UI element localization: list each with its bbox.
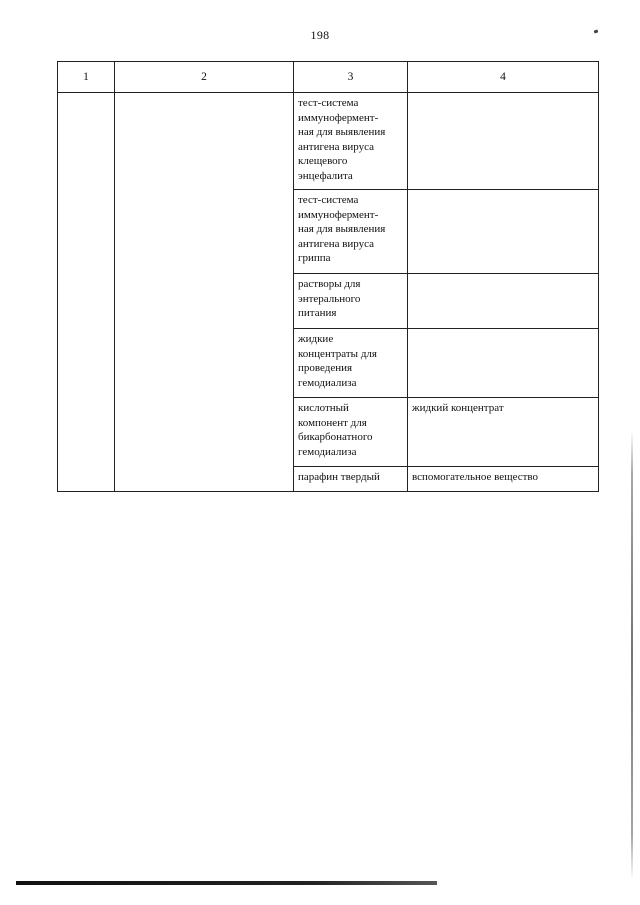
page-number: 198 [310,28,330,42]
col2-merged-cell [115,93,294,492]
cell-text: тест-система иммунофермент- ная для выявления антигена вируса гриппа [298,194,386,265]
cell-text: тест-система иммунофермент- ная для выявления антигена вируса клещевого энцефалита [298,97,386,182]
table-cell-col4 [408,274,599,329]
table-cell-col3 [294,190,408,274]
scan-edge-right [631,430,633,880]
table-cell-col3 [294,398,408,467]
cell-text: растворы для энтерального питания [298,278,361,320]
cell-text: жидкие концентраты для проведения гемодиализа [298,333,377,389]
col1-merged-cell [58,93,115,492]
table-cell-col4 [408,398,599,467]
header-col-4: 4 [408,62,599,93]
cell-text: вспомогательное вещество [412,471,539,483]
table-row [58,93,599,190]
scan-edge-bottom [16,881,437,885]
table-cell-col4 [408,93,599,190]
table-cell-col4 [408,190,599,274]
document-table [57,61,599,492]
cell-text: кислотный компонент для бикарбонатного гемодиализа [298,402,373,458]
cell-text: парафин твердый [298,471,380,483]
table-cell-col3 [294,93,408,190]
header-col-1: 1 [58,62,115,93]
table-cell-col3 [294,274,408,329]
header-col-2: 2 [115,62,294,93]
table-cell-col3 [294,467,408,492]
table-cell-col3 [294,329,408,398]
table-cell-col4 [408,329,599,398]
header-col-3: 3 [294,62,408,93]
table-header-row [58,62,599,93]
table-cell-col4 [408,467,599,492]
cell-text: жидкий концентрат [412,402,504,414]
